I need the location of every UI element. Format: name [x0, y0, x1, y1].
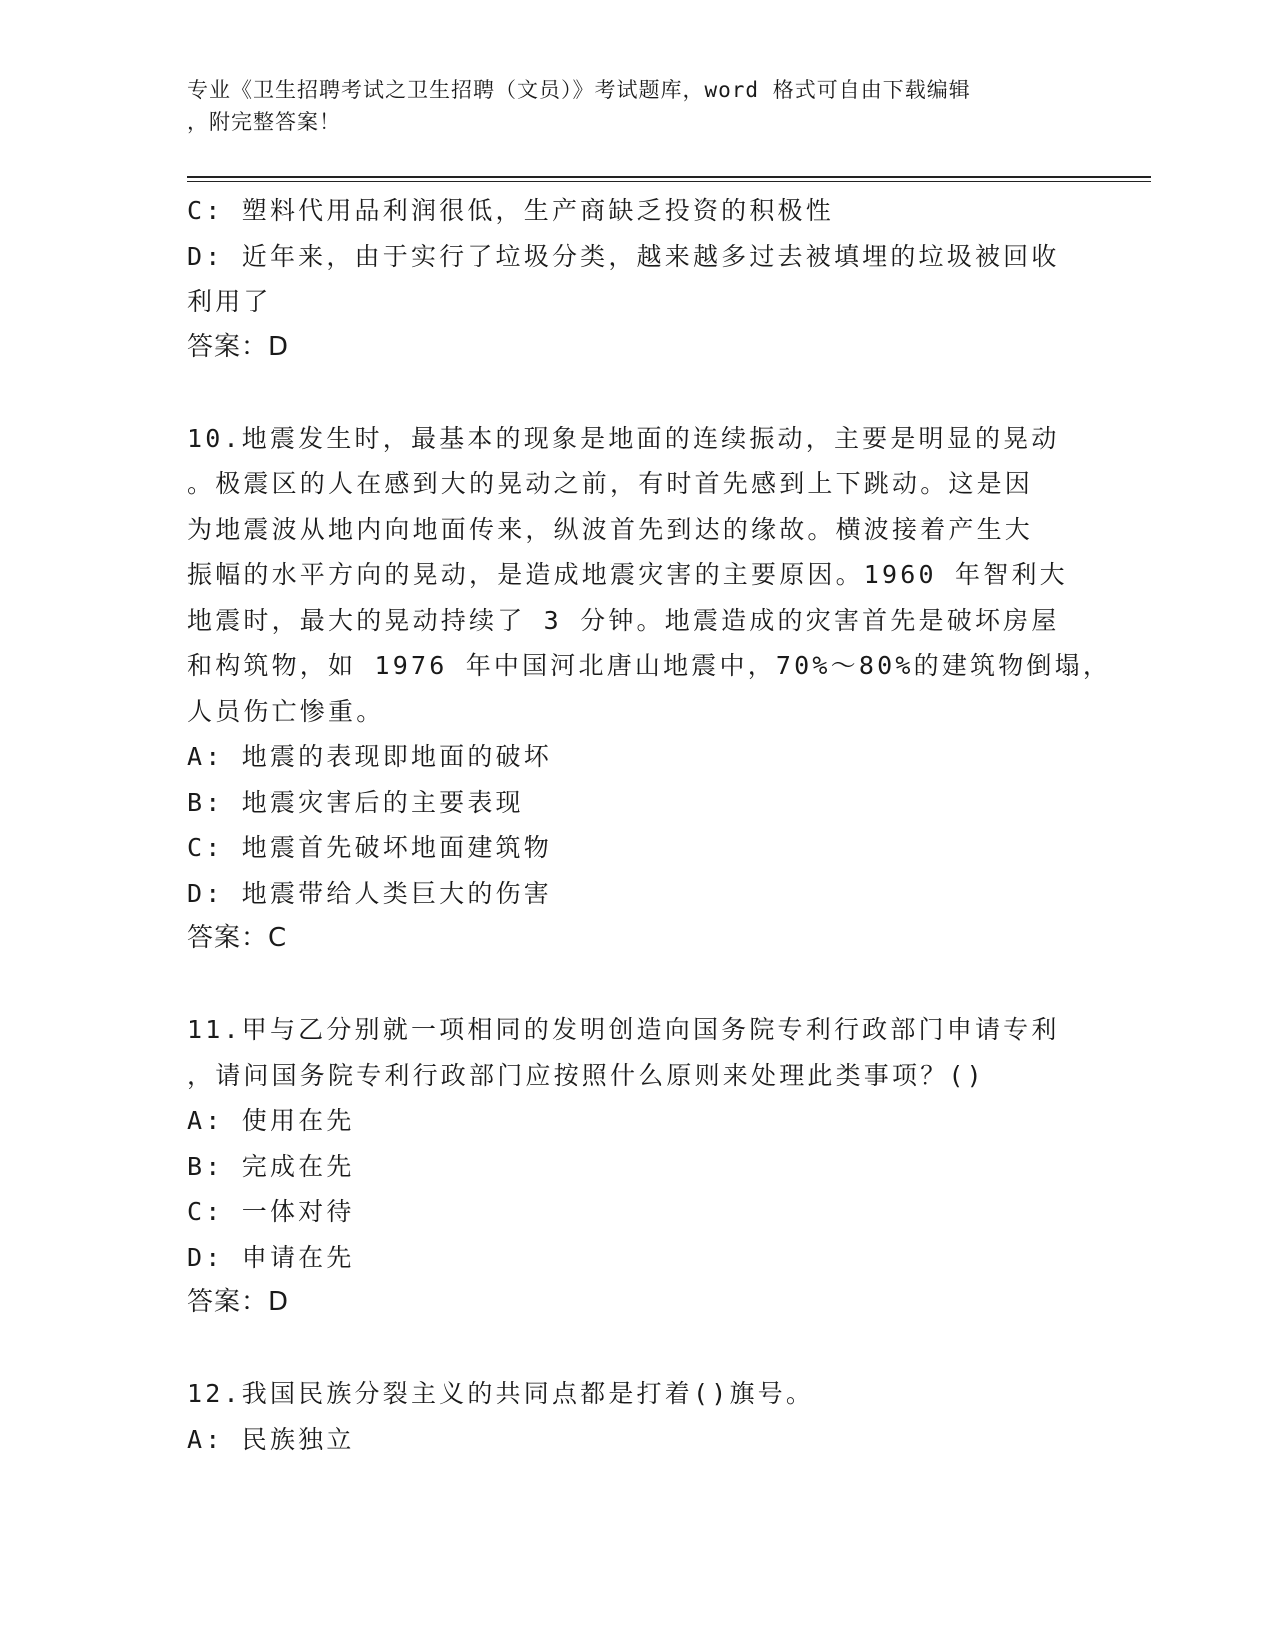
q11-option-b: B: 完成在先 [187, 1151, 355, 1181]
prev-option-d: D: 近年来，由于实行了垃圾分类，越来越多过去被填埋的垃圾被回收 [187, 241, 1060, 271]
question-10 [187, 416, 1112, 962]
q10-stem-line: 为地震波从地内向地面传来，纵波首先到达的缘故。横波接着产生大 [187, 514, 1034, 544]
prev-option-c: C: 塑料代用品利润很低，生产商缺乏投资的积极性 [187, 196, 834, 225]
question-spacer [187, 962, 1087, 1008]
q10-stem-line: 振幅的水平方向的晃动，是造成地震灾害的主要原因。1960 年智利大 [187, 560, 1068, 589]
q10-option-d: D: 地震带给人类巨大的伤害 [187, 878, 552, 908]
prev-option-d-cont: 利用了 [187, 287, 272, 316]
q10-stem-line: 和构筑物，如 1976 年中国河北唐山地震中，70%～80%的建筑物倒塌， [187, 651, 1112, 680]
q10-option-c: C: 地震首先破坏地面建筑物 [187, 833, 552, 862]
question-12 [187, 1371, 1087, 1462]
q11-option-c: C: 一体对待 [187, 1197, 355, 1226]
q12-stem-line: 12.我国民族分裂主义的共同点都是打着()旗号。 [187, 1379, 815, 1408]
question-spacer [187, 370, 1087, 416]
header-rule-thin [187, 181, 1151, 182]
question-content [187, 188, 1112, 1462]
document-header [187, 74, 1067, 138]
question-spacer [187, 1326, 1087, 1372]
q10-answer: 答案：C [187, 923, 288, 953]
header-rule-thick [187, 176, 1151, 178]
q11-stem-line: 11.甲与乙分别就一项相同的发明创造向国务院专利行政部门申请专利 [187, 1015, 1060, 1044]
question-11 [187, 1007, 1087, 1326]
q11-answer: 答案：D [187, 1287, 290, 1317]
q10-stem-line: 10.地震发生时，最基本的现象是地面的连续振动，主要是明显的晃动 [187, 423, 1060, 453]
q11-option-a: A: 使用在先 [187, 1106, 355, 1135]
q10-option-b: B: 地震灾害后的主要表现 [187, 787, 524, 817]
q10-stem-line: 人员伤亡惨重。 [187, 696, 385, 726]
q10-stem-line: 地震时，最大的晃动持续了 3 分钟。地震造成的灾害首先是破坏房屋 [187, 605, 1060, 635]
header-line-2: ，附完整答案！ [187, 110, 341, 134]
q11-stem-line: ，请问国务院专利行政部门应按照什么原则来处理此类事项？() [187, 1060, 985, 1090]
prev-answer: 答案：D [187, 331, 290, 362]
q12-option-a: A: 民族独立 [187, 1424, 355, 1454]
q11-option-d: D: 申请在先 [187, 1242, 355, 1272]
header-line-1: 专业《卫生招聘考试之卫生招聘（文员）》考试题库，word 格式可自由下载编辑 [187, 78, 971, 102]
q10-option-a: A: 地震的表现即地面的破坏 [187, 742, 552, 771]
q10-stem-line: 。极震区的人在感到大的晃动之前，有时首先感到上下跳动。这是因 [187, 469, 1034, 498]
